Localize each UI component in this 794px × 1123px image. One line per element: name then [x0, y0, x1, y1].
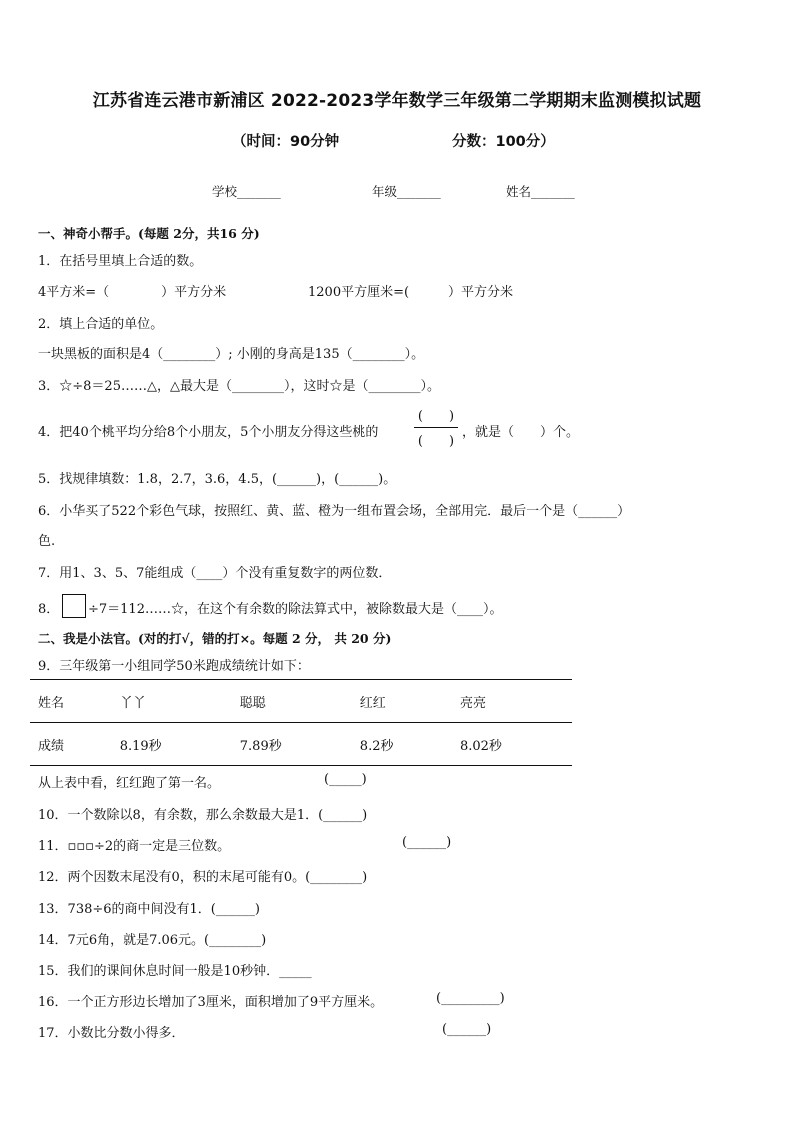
- exam-score: 分数：100分）: [452, 134, 555, 150]
- question-1: 1．在括号里填上合适的数。: [38, 254, 203, 269]
- table-cell: 聪聪: [232, 680, 352, 723]
- question-8-number: 8．: [38, 602, 60, 617]
- question-4-fraction: [412, 405, 460, 451]
- fraction-denominator: ( ): [417, 434, 455, 449]
- table-cell: 成绩: [30, 723, 112, 766]
- question-6-line2: 色.: [38, 534, 56, 549]
- table-row: [30, 723, 572, 766]
- table-header-row: [30, 680, 572, 723]
- question-14: 14．7元6角，就是7.06元。(________): [38, 933, 267, 948]
- page-title: 江苏省连云港市新浦区 2022-2023学年数学三年级第二学期期末监测模拟试题: [92, 91, 702, 111]
- question-10: 10．一个数除以8，有余数，那么余数最大是1．(______): [38, 808, 368, 823]
- table-cell: 8.2秒: [352, 723, 452, 766]
- question-3: 3．☆÷8＝25……△，△最大是（________），这时☆是（________）。: [38, 379, 440, 394]
- question-4-before: 4．把40个桃平均分给8个小朋友，5个小朋友分得这些桃的: [38, 425, 379, 440]
- table-cell: 8.02秒: [452, 723, 572, 766]
- question-17: 17．小数比分数小得多．: [38, 1026, 185, 1041]
- exam-time: （时间：90分钟: [232, 134, 340, 150]
- fraction-numerator: ( ): [417, 409, 455, 424]
- question-1b: 1200平方厘米=( ）平方分米: [308, 285, 514, 300]
- table-cell: 丫丫: [112, 680, 232, 723]
- table-cell: 姓名: [30, 680, 112, 723]
- table-cell: 7.89秒: [232, 723, 352, 766]
- question-15: 15．我们的课间休息时间一般是10秒钟．_____: [38, 964, 312, 979]
- question-9: 9．三年级第一小组同学50米跑成绩统计如下：: [38, 659, 310, 674]
- question-16: 16．一个正方形边长增加了3厘米，面积增加了9平方厘米。: [38, 995, 384, 1010]
- question-13: 13．738÷6的商中间没有1．(______): [38, 902, 260, 917]
- question-4-after: ，就是（ ）个。: [462, 425, 580, 440]
- question-9-statement: 从上表中看，红红跑了第一名。: [38, 776, 221, 791]
- fraction-bar: [414, 427, 458, 428]
- question-1a: 4平方米=（ ）平方分米: [38, 285, 227, 300]
- question-17-blank: (______): [442, 1022, 492, 1037]
- question-7: 7．用1、3、5、7能组成（____）个没有重复数字的两位数．: [38, 566, 392, 581]
- running-score-table: [30, 679, 572, 766]
- section-2-title: 二、我是小法官。(对的打√，错的打×。每题 2 分， 共 20 分): [38, 631, 392, 646]
- question-8-answer-box[interactable]: [62, 594, 86, 618]
- question-11-blank: (______): [402, 835, 452, 850]
- question-6-line1: 6．小华买了522个彩色气球，按照红、黄、蓝、橙为一组布置会场，全部用完．最后一个是（______）: [38, 504, 631, 519]
- name-field: 姓名_______: [506, 184, 575, 199]
- question-8: ÷7＝112……☆，在这个有余数的除法算式中，被除数最大是（____）。: [88, 602, 503, 617]
- grade-field: 年级_______: [372, 184, 441, 199]
- question-9-blank: (_____): [324, 772, 367, 787]
- table-cell: 红红: [352, 680, 452, 723]
- table-cell: 8.19秒: [112, 723, 232, 766]
- question-11: 11．▫▫▫÷2的商一定是三位数。: [38, 839, 231, 854]
- question-5: 5．找规律填数：1.8，2.7，3.6，4.5，(______)，(______)。: [38, 472, 397, 487]
- question-12: 12．两个因数末尾没有0，积的末尾可能有0。(________): [38, 870, 368, 885]
- section-1-title: 一、神奇小帮手。(每题 2分，共16 分): [38, 226, 260, 241]
- question-2-line: 一块黑板的面积是4（________）; 小刚的身高是135（________）。: [38, 347, 425, 362]
- table-cell: 亮亮: [452, 680, 572, 723]
- school-field: 学校_______: [212, 184, 281, 199]
- question-16-blank: (_________): [436, 991, 505, 1006]
- question-2: 2．填上合适的单位。: [38, 317, 164, 332]
